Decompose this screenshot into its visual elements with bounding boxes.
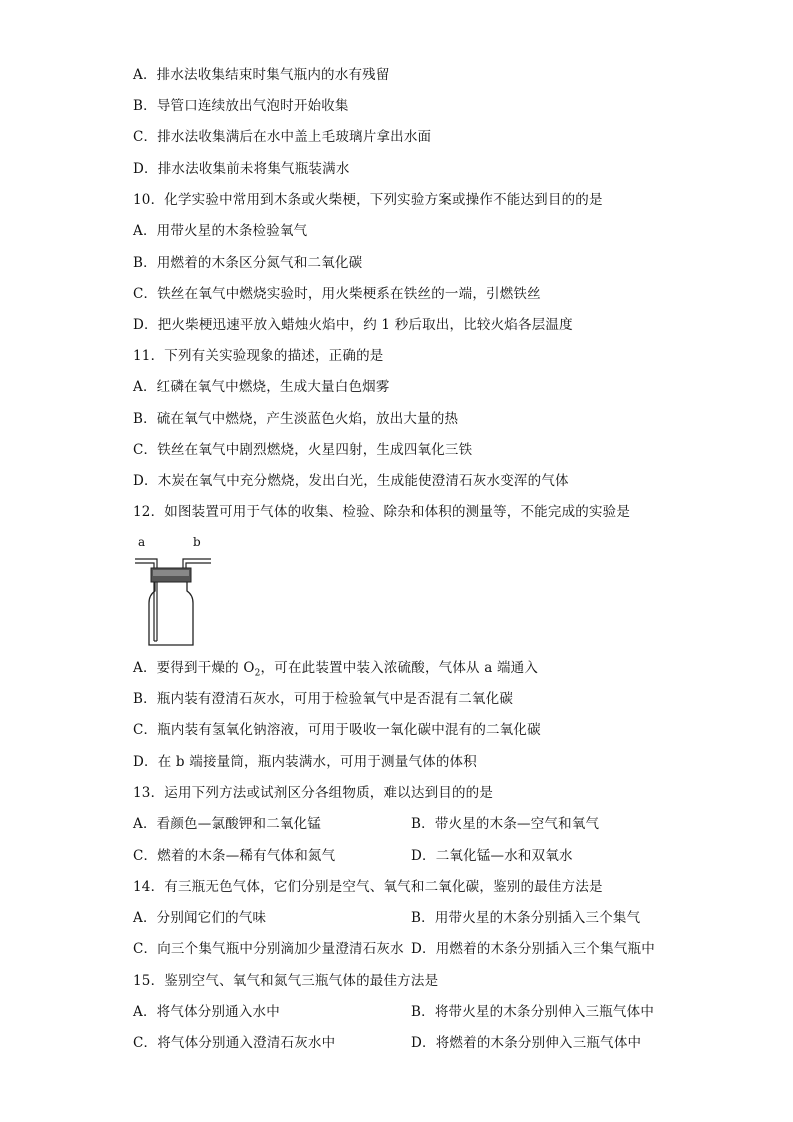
q15-stem: 15．鉴别空气、氧气和氮气三瓶气体的最佳方法是 bbox=[133, 973, 439, 989]
q12-option-a-subscript: 2 bbox=[254, 668, 261, 679]
q12-stem: 12．如图装置可用于气体的收集、检验、除杂和体积的测量等，不能完成的实验是 bbox=[133, 504, 631, 520]
q9-option-b: B．导管口连续放出气泡时开始收集 bbox=[133, 98, 349, 114]
q13-option-d: D．二氧化锰—水和双氧水 bbox=[411, 848, 573, 864]
q14-option-a: A．分别闻它们的气味 bbox=[133, 910, 267, 926]
q9-option-c: C．排水法收集满后在水中盖上毛玻璃片拿出水面 bbox=[133, 129, 432, 145]
q12-option-a-post: ，可在此装置中装入浓硫酸，气体从 a 端通入 bbox=[260, 660, 539, 676]
q15-option-a: A．将气体分别通入水中 bbox=[133, 1004, 280, 1020]
q11-option-b: B．硫在氧气中燃烧，产生淡蓝色火焰，放出大量的热 bbox=[133, 411, 459, 427]
q14-option-d: D．用燃着的木条分别插入三个集气瓶中 bbox=[411, 941, 655, 957]
q13-option-c: C．燃着的木条—稀有气体和氮气 bbox=[133, 848, 336, 864]
q12-option-a-pre: A．要得到干燥的 O bbox=[133, 660, 255, 676]
q13-stem: 13．运用下列方法或试剂区分各组物质，难以达到目的的是 bbox=[133, 785, 494, 801]
q12-option-b: B．瓶内装有澄清石灰水，可用于检验氧气中是否混有二氧化碳 bbox=[133, 691, 514, 707]
gas-washing-bottle-figure bbox=[133, 535, 213, 647]
q10-stem: 10．化学实验中常用到木条或火柴梗，下列实验方案或操作不能达到目的的是 bbox=[133, 192, 603, 208]
q15-option-c: C．将气体分别通入澄清石灰水中 bbox=[133, 1035, 336, 1051]
q11-option-c: C．铁丝在氧气中剧烈燃烧，火星四射，生成四氧化三铁 bbox=[133, 442, 473, 458]
q10-option-d: D．把火柴梗迅速平放入蜡烛火焰中，约 1 秒后取出，比较火焰各层温度 bbox=[133, 317, 573, 333]
q14-option-b: B．用带火星的木条分别插入三个集气 bbox=[411, 910, 641, 926]
q11-option-a: A．红磷在氧气中燃烧，生成大量白色烟雾 bbox=[133, 379, 390, 395]
port-b-label: b bbox=[193, 535, 201, 549]
q14-option-c: C．向三个集气瓶中分别滴加少量澄清石灰水 bbox=[133, 941, 404, 957]
q13-option-b: B．带火星的木条—空气和氧气 bbox=[411, 816, 600, 832]
q12-option-a bbox=[133, 657, 538, 679]
q10-option-c: C．铁丝在氧气中燃烧实验时，用火柴梗系在铁丝的一端，引燃铁丝 bbox=[133, 286, 541, 302]
q14-stem: 14．有三瓶无色气体，它们分别是空气、氧气和二氧化碳，鉴别的最佳方法是 bbox=[133, 879, 603, 895]
q12-option-d: D．在 b 端接量筒，瓶内装满水，可用于测量气体的体积 bbox=[133, 754, 477, 770]
q11-stem: 11．下列有关实验现象的描述，正确的是 bbox=[133, 348, 384, 364]
q9-option-d: D．排水法收集前未将集气瓶装满水 bbox=[133, 161, 350, 177]
q13-option-a: A．看颜色—氯酸钾和二氧化锰 bbox=[133, 816, 322, 832]
q11-option-d: D．木炭在氧气中充分燃烧，发出白光，生成能使澄清石灰水变浑的气体 bbox=[133, 473, 569, 489]
q9-option-a: A．排水法收集结束时集气瓶内的水有残留 bbox=[133, 67, 390, 83]
q10-option-a: A．用带火星的木条检验氧气 bbox=[133, 223, 308, 239]
q12-option-c: C．瓶内装有氢氧化钠溶液，可用于吸收一氧化碳中混有的二氧化碳 bbox=[133, 722, 541, 738]
bottle-drawing bbox=[133, 535, 213, 647]
q15-option-d: D．将燃着的木条分别伸入三瓶气体中 bbox=[411, 1035, 642, 1051]
q15-option-b: B．将带火星的木条分别伸入三瓶气体中 bbox=[411, 1004, 655, 1020]
q10-option-b: B．用燃着的木条区分氮气和二氧化碳 bbox=[133, 255, 363, 271]
port-a-label: a bbox=[138, 535, 146, 549]
